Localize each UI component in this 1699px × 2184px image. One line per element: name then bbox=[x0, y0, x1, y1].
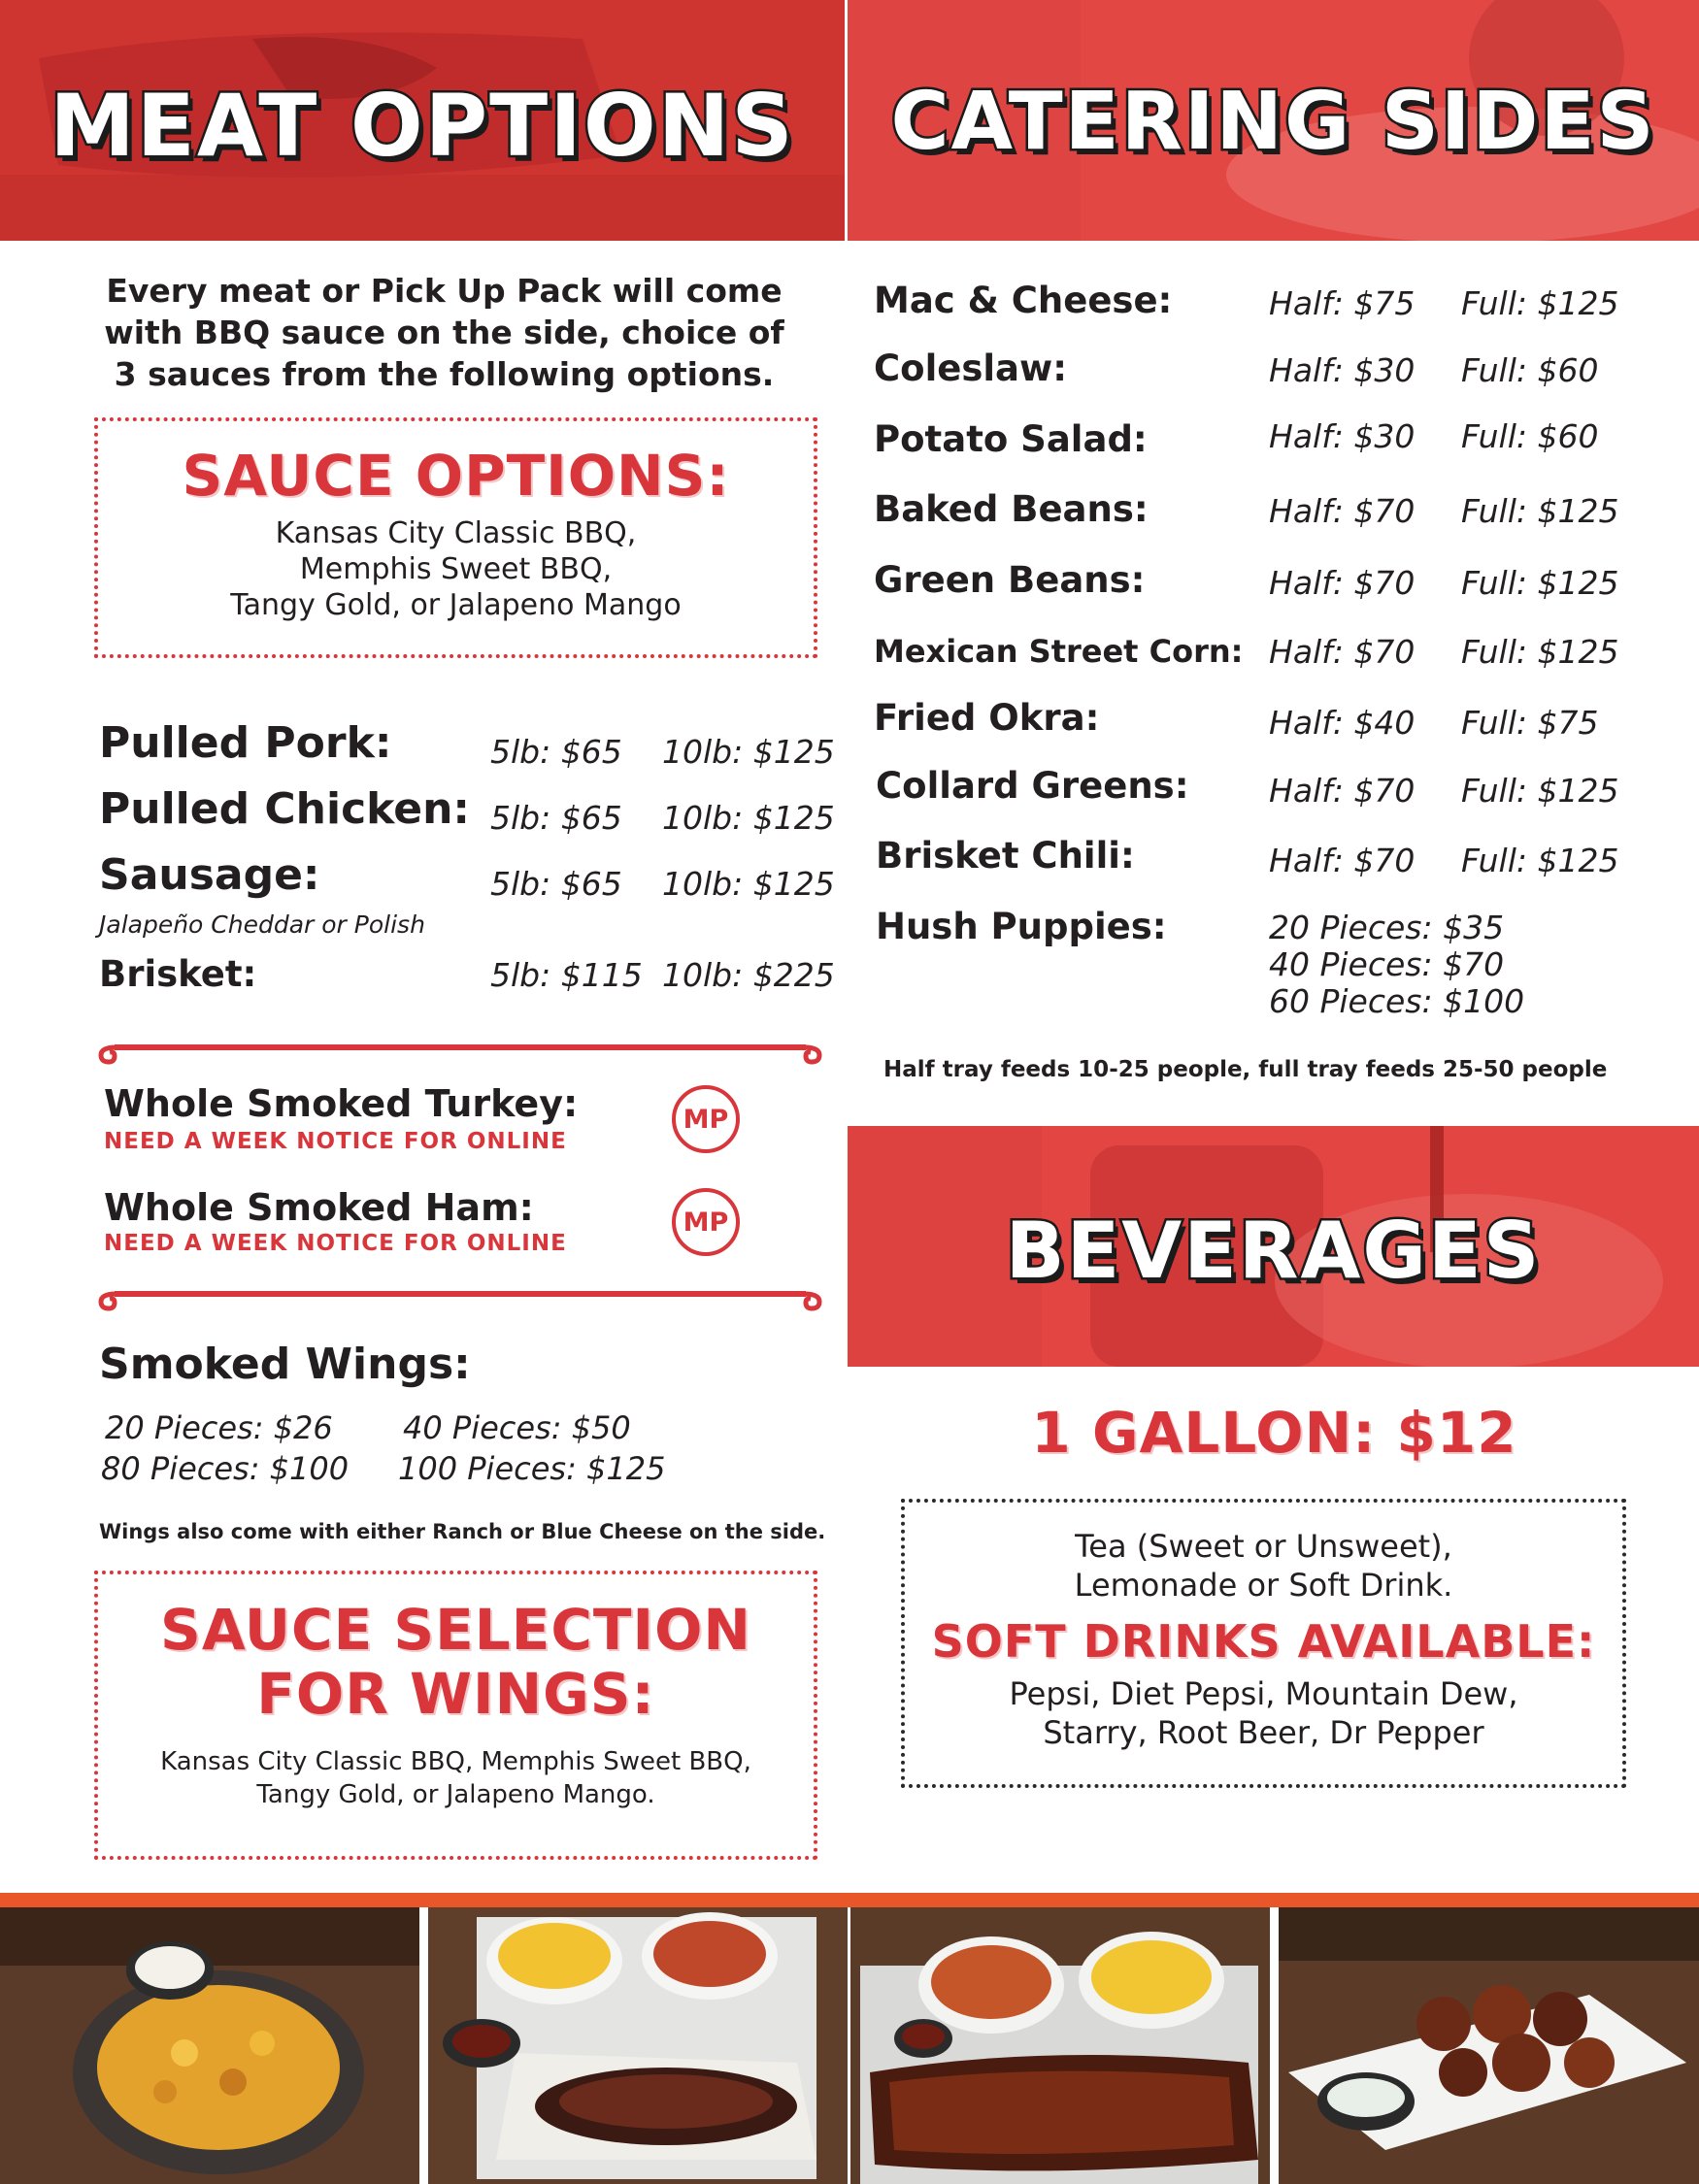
sauce-line-2: Memphis Sweet BBQ, bbox=[299, 552, 613, 586]
wings-price-80: 80 Pieces: $100 bbox=[101, 1450, 350, 1487]
side-half-price: Half: $75 bbox=[1269, 284, 1416, 322]
hush-puppies-price-20: 20 Pieces: $35 bbox=[1269, 909, 1505, 946]
sausage-note: Jalapeño Cheddar or Polish bbox=[99, 910, 425, 939]
wings-price-100: 100 Pieces: $125 bbox=[398, 1450, 666, 1487]
side-full-price: Full: $60 bbox=[1461, 417, 1599, 455]
side-full-price: Full: $125 bbox=[1461, 772, 1619, 810]
smoked-wings-title: Smoked Wings: bbox=[99, 1340, 471, 1389]
wing-sauce-heading: SAUCE SELECTION bbox=[160, 1597, 751, 1663]
meat-price-10lb: 10lb: $125 bbox=[662, 799, 835, 837]
meat-price-5lb: 5lb: $115 bbox=[490, 956, 643, 994]
meat-price-10lb: 10lb: $125 bbox=[662, 865, 835, 903]
side-full-price: Full: $75 bbox=[1461, 704, 1599, 742]
meat-options-banner bbox=[0, 0, 845, 241]
wings-price-40: 40 Pieces: $50 bbox=[403, 1409, 631, 1446]
meat-price-5lb: 5lb: $65 bbox=[490, 799, 622, 837]
side-item-name: Green Beans: bbox=[874, 559, 1146, 601]
scroll-divider bbox=[95, 1032, 825, 1065]
hush-puppies-price-60: 60 Pieces: $100 bbox=[1269, 982, 1525, 1020]
meat-price-10lb: 10lb: $225 bbox=[662, 956, 835, 994]
beverage-box bbox=[901, 1499, 1626, 1788]
catering-sides-banner bbox=[848, 0, 1699, 241]
whole-item-name: Whole Smoked Turkey: bbox=[104, 1082, 579, 1125]
hush-puppies-name: Hush Puppies: bbox=[876, 906, 1167, 947]
wings-note: Wings also come with either Ranch or Blue Cheese on the side. bbox=[99, 1520, 826, 1543]
meat-price-5lb: 5lb: $65 bbox=[490, 733, 622, 771]
food-photo-ribs bbox=[850, 1907, 1270, 2184]
wing-sauce-line-2: Tangy Gold, or Jalapeno Mango. bbox=[256, 1780, 655, 1809]
side-half-price: Half: $30 bbox=[1269, 417, 1416, 455]
side-item-name: Mexican Street Corn: bbox=[874, 633, 1244, 670]
meat-item-name: Pulled Pork: bbox=[99, 718, 392, 768]
side-full-price: Full: $125 bbox=[1461, 564, 1619, 602]
tray-note: Half tray feeds 10-25 people, full tray feeds 25-50 people bbox=[883, 1057, 1608, 1082]
side-half-price: Half: $70 bbox=[1269, 492, 1416, 530]
side-full-price: Full: $125 bbox=[1461, 842, 1619, 879]
side-full-price: Full: $60 bbox=[1461, 351, 1599, 389]
side-half-price: Half: $40 bbox=[1269, 704, 1416, 742]
market-price-badge: MP bbox=[672, 1188, 740, 1256]
meat-options-title: MEAT OPTIONS bbox=[50, 76, 795, 176]
beverage-line-1: Tea (Sweet or Unsweet), bbox=[1075, 1528, 1452, 1565]
side-full-price: Full: $125 bbox=[1461, 284, 1619, 322]
food-photo-tots bbox=[0, 1907, 419, 2184]
side-item-name: Brisket Chili: bbox=[876, 835, 1135, 877]
sauce-line-1: Kansas City Classic BBQ, bbox=[275, 516, 637, 550]
side-item-name: Fried Okra: bbox=[874, 697, 1100, 739]
beverage-line-2: Lemonade or Soft Drink. bbox=[1074, 1567, 1453, 1604]
market-price-badge: MP bbox=[672, 1085, 740, 1153]
soft-drinks-line-2: Starry, Root Beer, Dr Pepper bbox=[1043, 1714, 1484, 1751]
side-half-price: Half: $70 bbox=[1269, 633, 1416, 671]
side-item-name: Mac & Cheese: bbox=[874, 280, 1173, 321]
side-half-price: Half: $70 bbox=[1269, 564, 1416, 602]
food-photo-wings bbox=[1279, 1907, 1699, 2184]
wing-sauce-heading: FOR WINGS: bbox=[256, 1661, 655, 1727]
wing-sauce-line-1: Kansas City Classic BBQ, Memphis Sweet BBQ, bbox=[160, 1747, 751, 1776]
soft-drinks-heading: SOFT DRINKS AVAILABLE: bbox=[931, 1615, 1596, 1668]
wing-sauce-box bbox=[94, 1571, 817, 1860]
week-notice: NEED A WEEK NOTICE FOR ONLINE bbox=[104, 1129, 567, 1154]
side-item-name: Coleslaw: bbox=[874, 347, 1068, 389]
week-notice: NEED A WEEK NOTICE FOR ONLINE bbox=[104, 1231, 567, 1256]
side-full-price: Full: $125 bbox=[1461, 633, 1619, 671]
meat-item-name: Brisket: bbox=[99, 953, 257, 995]
meat-price-5lb: 5lb: $65 bbox=[490, 865, 622, 903]
beverages-banner bbox=[848, 1126, 1699, 1367]
gallon-price: 1 GALLON: $12 bbox=[1031, 1400, 1517, 1466]
side-half-price: Half: $70 bbox=[1269, 842, 1416, 879]
side-item-name: Collard Greens: bbox=[876, 765, 1189, 807]
orange-stripe bbox=[0, 1893, 1699, 1907]
food-photo-brisket bbox=[428, 1907, 848, 2184]
wings-price-20: 20 Pieces: $26 bbox=[105, 1409, 333, 1446]
side-half-price: Half: $70 bbox=[1269, 772, 1416, 810]
meat-price-10lb: 10lb: $125 bbox=[662, 733, 835, 771]
meat-intro: Every meat or Pick Up Pack will come with BBQ sauce on the side, choice of 3 sauces from the following options. bbox=[104, 272, 784, 393]
sauce-line-3: Tangy Gold, or Jalapeno Mango bbox=[230, 588, 682, 622]
hush-puppies-price-40: 40 Pieces: $70 bbox=[1269, 945, 1505, 983]
side-item-name: Baked Beans: bbox=[874, 488, 1149, 530]
meat-item-name: Pulled Chicken: bbox=[99, 784, 471, 834]
side-full-price: Full: $125 bbox=[1461, 492, 1619, 530]
whole-item-name: Whole Smoked Ham: bbox=[104, 1186, 534, 1229]
sauce-options-heading: SAUCE OPTIONS: bbox=[182, 443, 730, 509]
meat-item-name: Sausage: bbox=[99, 850, 320, 900]
sauce-options-box bbox=[94, 417, 817, 658]
scroll-divider bbox=[95, 1284, 825, 1317]
catering-sides-title: CATERING SIDES bbox=[890, 76, 1656, 168]
beverages-title: BEVERAGES bbox=[1005, 1206, 1542, 1296]
soft-drinks-line-1: Pepsi, Diet Pepsi, Mountain Dew, bbox=[1009, 1675, 1518, 1712]
side-half-price: Half: $30 bbox=[1269, 351, 1416, 389]
side-item-name: Potato Salad: bbox=[874, 418, 1148, 460]
